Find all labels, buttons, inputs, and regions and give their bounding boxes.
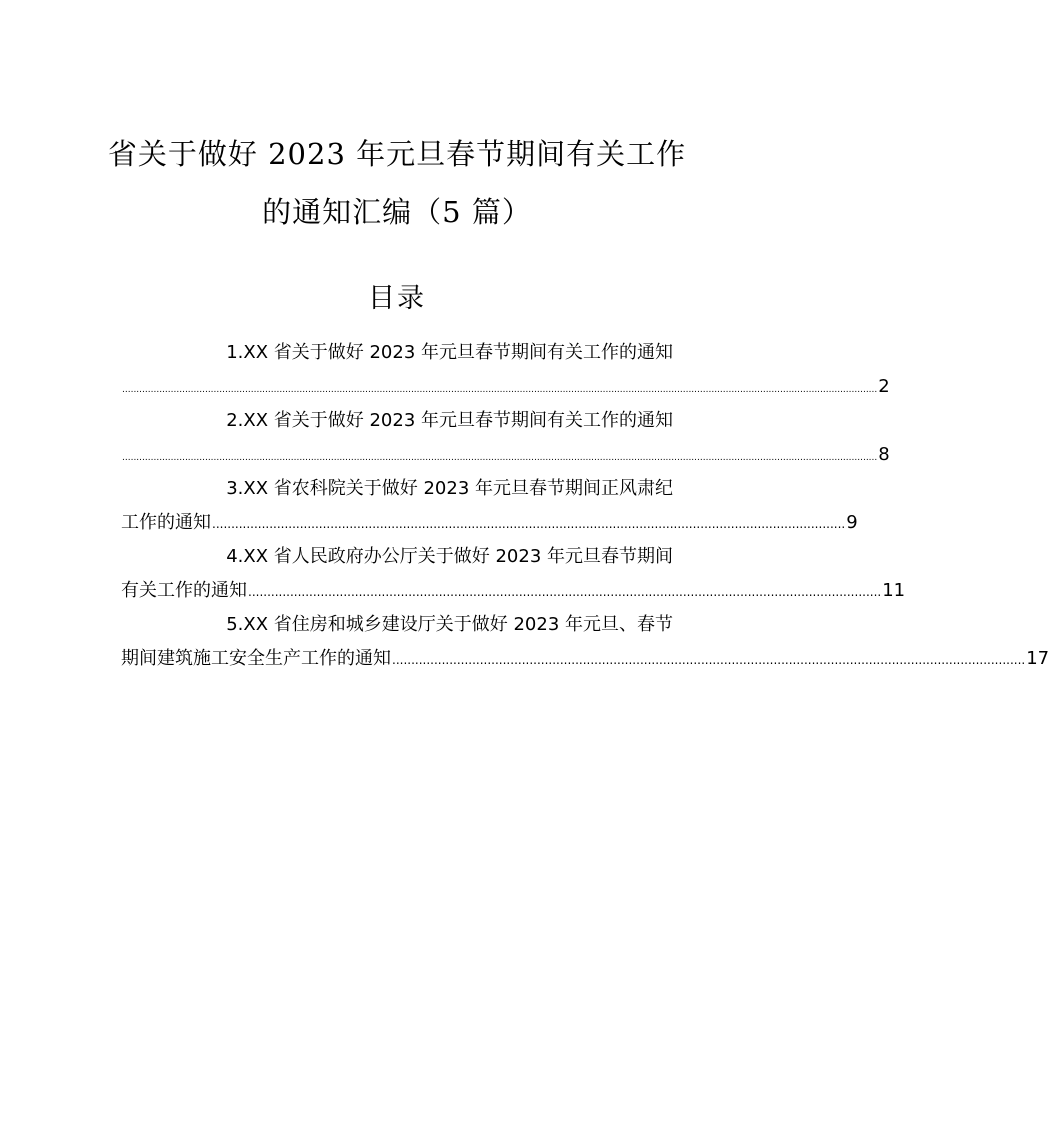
toc-entry-leader-row bbox=[121, 506, 858, 540]
dot-leader: ...................................................................................................................................................................... bbox=[248, 585, 882, 599]
toc-entry-page-number: 17 bbox=[1026, 648, 1049, 669]
toc-entry-title[interactable]: 4.XX 省人民政府办公厅关于做好 2023 年元旦春节期间 bbox=[226, 546, 673, 567]
toc-entry-title[interactable]: 1.XX 省关于做好 2023 年元旦春节期间有关工作的通知 bbox=[226, 342, 673, 363]
toc-entry-page-number: 2 bbox=[878, 376, 890, 397]
toc-entry-1[interactable] bbox=[121, 336, 890, 404]
document-title-line-2: 的通知汇编（5 篇） bbox=[262, 195, 532, 229]
toc-entry-4[interactable] bbox=[121, 540, 906, 608]
dot-leader: ........................................................................................................................................................................................................................................................................ bbox=[122, 385, 878, 395]
toc-entry-title-continuation[interactable]: 有关工作的通知 bbox=[121, 580, 247, 601]
toc-entry-leader-row bbox=[121, 370, 890, 404]
toc-entry-title[interactable]: 3.XX 省农科院关于做好 2023 年元旦春节期间正风肃纪 bbox=[226, 478, 673, 499]
toc-entry-3[interactable] bbox=[121, 472, 858, 540]
toc-entry-leader-row bbox=[121, 574, 906, 608]
toc-entry-page-number: 11 bbox=[882, 580, 906, 601]
toc-entry-2[interactable] bbox=[121, 404, 890, 472]
dot-leader: ...................................................................................................................................................................... bbox=[392, 653, 1026, 667]
toc-entry-leader-row bbox=[121, 438, 890, 472]
toc-entry-title-continuation[interactable]: 工作的通知 bbox=[121, 512, 211, 533]
dot-leader: ...................................................................................................................................................................... bbox=[212, 517, 846, 531]
toc-heading: 目录 bbox=[368, 283, 426, 314]
toc-entry-title[interactable]: 2.XX 省关于做好 2023 年元旦春节期间有关工作的通知 bbox=[226, 410, 673, 431]
table-of-contents bbox=[121, 336, 1049, 676]
toc-entry-title-continuation[interactable]: 期间建筑施工安全生产工作的通知 bbox=[121, 648, 391, 669]
toc-entry-leader-row bbox=[121, 642, 1049, 676]
toc-entry-5[interactable] bbox=[121, 608, 1049, 676]
toc-entry-title[interactable]: 5.XX 省住房和城乡建设厅关于做好 2023 年元旦、春节 bbox=[226, 614, 673, 635]
toc-entry-page-number: 9 bbox=[846, 512, 858, 533]
document-title-line-1: 省关于做好 2023 年元旦春节期间有关工作 bbox=[107, 137, 687, 171]
toc-entry-page-number: 8 bbox=[878, 444, 890, 465]
dot-leader: ........................................................................................................................................................................................................................................................................ bbox=[122, 453, 878, 463]
